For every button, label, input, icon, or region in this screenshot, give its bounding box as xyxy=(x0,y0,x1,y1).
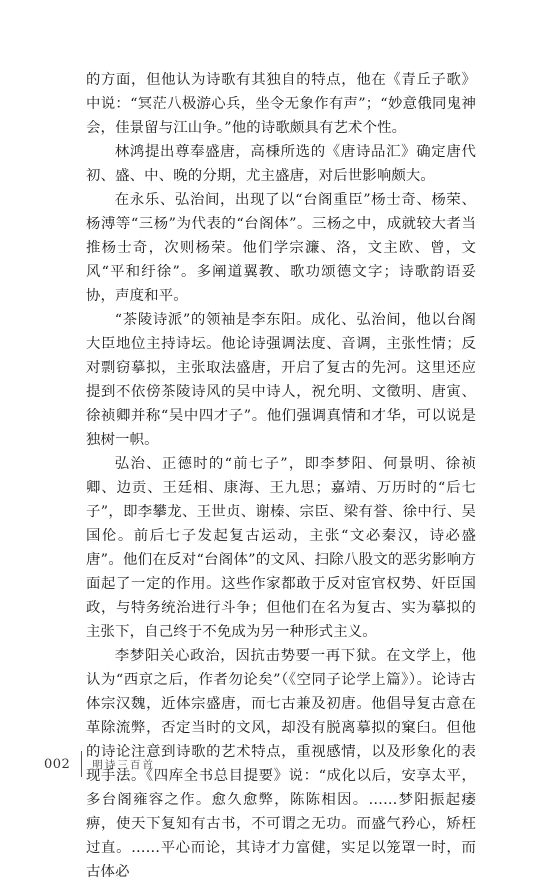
paragraph-1: 的方面，但他认为诗歌有其独自的特点，他在《青丘子歌》中说：“冥茫八极游心兵，坐令无象作有声”；“妙意俄同鬼神会，佳景留与江山争。”他的诗歌颇具有艺术个性。 xyxy=(86,72,476,136)
footer-divider xyxy=(81,751,82,777)
paragraph-2: 林鸿提出尊奉盛唐，高棅所选的《唐诗品汇》确定唐代初、盛、中、晚的分期，尤主盛唐，对后世影响颇大。 xyxy=(86,144,476,184)
paragraph-3: 在永乐、弘治间，出现了以“台阁重臣”杨士奇、杨荣、杨溥等“三杨”为代表的“台阁体”。三杨之中，成就较大者当推杨士奇，次则杨荣。他们学宗濂、洛，文主欧、曾，文风“平和纡徐”。多阐道翼教、歌功颂德文字；诗歌韵语妥协，声度和平。 xyxy=(86,192,476,304)
page-number: 002 xyxy=(44,756,71,772)
paragraph-5: 弘治、正德时的“前七子”，即李梦阳、何景明、徐祯卿、边贡、王廷相、康海、王九思；嘉靖、万历时的“后七子”，即李攀龙、王世贞、谢榛、宗臣、梁有誉、徐中行、吴国伦。前后七子发起复古运动，主张“文必秦汉，诗必盛唐”。他们在反对“台阁体”的文风、扫除八股文的恶劣影响方面起了一定的作用。这些作家都敢于反对宦官权势、奸臣国政，与特务统治进行斗争；但他们在名为复古、实为摹拟的主张下，自己终于不免成为另一种形式主义。 xyxy=(86,456,476,640)
paragraph-4: “茶陵诗派”的领袖是李东阳。成化、弘治间，他以台阁大臣地位主持诗坛。他论诗强调法度、音调，主张性情；反对剽窃摹拟，主张取法盛唐，开启了复古的先河。这里还应提到不依傍茶陵诗风的吴中诗人，祝允明、文徵明、唐寅、徐祯卿并称“吴中四才子”。他们强调真情和才华，可以说是独树一帜。 xyxy=(86,312,476,448)
page-footer xyxy=(44,747,155,781)
book-title: 明诗三百首 xyxy=(92,758,155,771)
paragraph-6: 李梦阳关心政治，因抗击势要一再下狱。在文学上，他认为“西京之后，作者勿论矣”（《空同子论学上篇》）。论诗古体宗汉魏，近体宗盛唐，而七古兼及初唐。他倡导复古意在革除流弊，否定当时的文风，却没有脱离摹拟的窠臼。但他的诗论注意到诗歌的艺术特点，重视感情，以及形象化的表现手法。《四库全书总目提要》说：“成化以后，安享太平，多台阁雍容之作。愈久愈弊，陈陈相因。……梦阳振起痿痹，使天下复知有古书，不可谓之无功。而盛气矜心，矫枉过直。……平心而论，其诗才力富健，实足以笼罩一时，而古体必 xyxy=(86,648,476,880)
